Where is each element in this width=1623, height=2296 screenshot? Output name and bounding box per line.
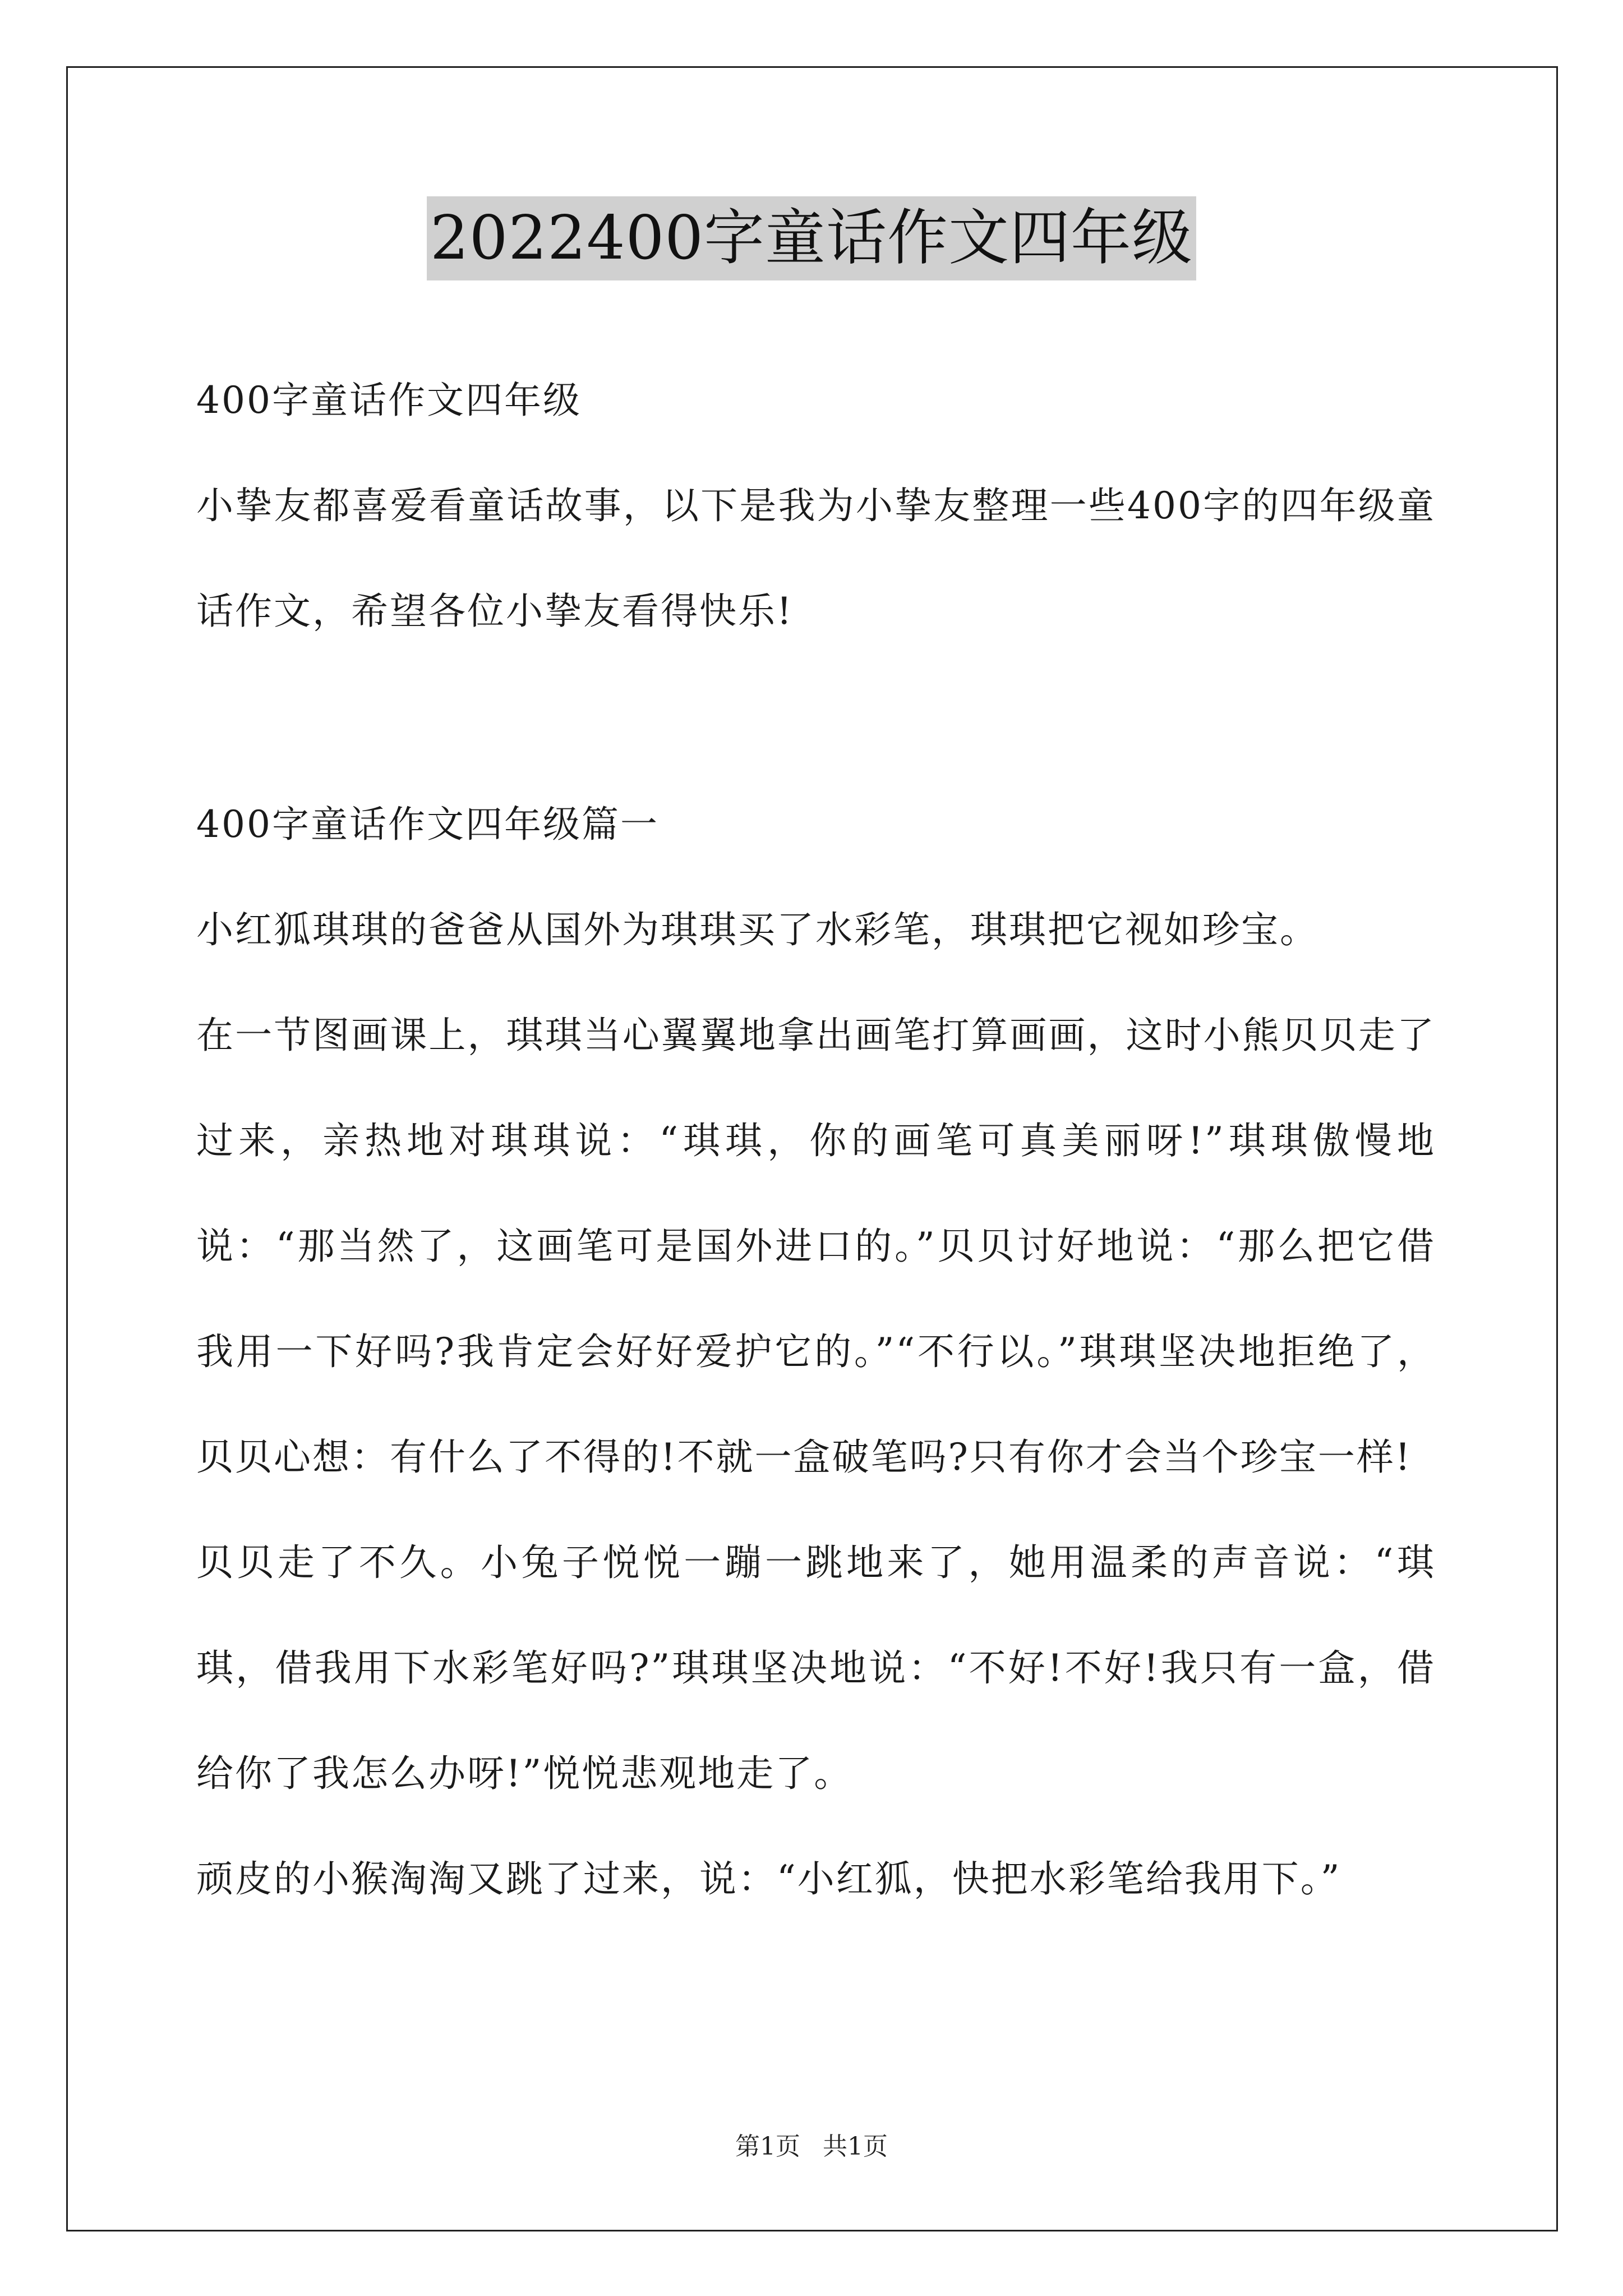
paragraph-spacer <box>196 664 1436 772</box>
document-title: 2022400字童话作文四年级 <box>427 196 1196 280</box>
page-footer <box>0 2126 1623 2162</box>
document-body <box>196 348 1436 1932</box>
body-paragraph: 贝贝走了不久。小兔子悦悦一蹦一跳地来了，她用温柔的声音说：“琪琪，借我用下水彩笔好吗?”琪琪坚决地说：“不好!不好!我只有一盒，借给你了我怎么办呀!”悦悦悲观地走了。 <box>196 1541 1436 1795</box>
intro-paragraph: 小挚友都喜爱看童话故事，以下是我为小挚友整理一些400字的四年级童话作文，希望各位小挚友看得快乐! <box>196 484 1436 633</box>
body-paragraph: 在一节图画课上，琪琪当心翼翼地拿出画笔打算画画，这时小熊贝贝走了过来，亲热地对琪琪说：“琪琪，你的画笔可真美丽呀!”琪琪傲慢地说：“那当然了，这画笔可是国外进口的。”贝贝讨好地说：“那么把它借我用一下好吗?我肯定会好好爱护它的。”“不行以。”琪琪坚决地拒绝了，贝贝心想：有什么了不得的!不就一盒破笔吗?只有你才会当个珍宝一样! <box>196 1014 1436 1479</box>
page-number: 第1页 <box>735 2132 800 2161</box>
body-paragraph: 顽皮的小猴淘淘又跳了过来，说：“小红狐，快把水彩笔给我用下。” <box>196 1857 1341 1901</box>
page-total: 共1页 <box>823 2132 888 2161</box>
body-paragraph: 小红狐琪琪的爸爸从国外为琪琪买了水彩笔，琪琪把它视如珍宝。 <box>196 908 1318 951</box>
subtitle-line: 400字童话作文四年级 <box>196 379 582 422</box>
section-heading: 400字童话作文四年级篇一 <box>196 803 659 846</box>
title-container <box>0 196 1623 280</box>
